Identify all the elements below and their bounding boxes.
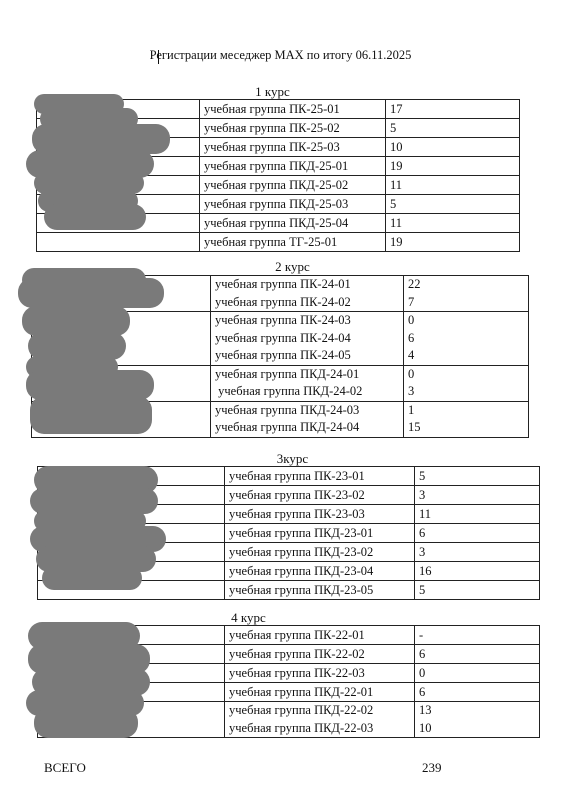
registration-count: 5 — [390, 196, 397, 211]
count-cell — [404, 365, 529, 401]
group-cell — [225, 702, 415, 738]
registration-count: 3 — [408, 384, 415, 398]
count-cell — [415, 702, 540, 738]
registration-count: 3 — [419, 544, 426, 559]
group-cell — [225, 486, 415, 505]
count-cell — [415, 626, 540, 645]
group-name: учебная группа ПК-25-01 — [204, 101, 340, 116]
registration-count: 0 — [408, 313, 415, 327]
count-cell — [404, 276, 529, 312]
group-name: учебная группа ПК-24-01 — [215, 277, 351, 291]
registration-count: 15 — [408, 420, 421, 434]
group-cell — [200, 214, 386, 233]
group-cell — [225, 524, 415, 543]
registration-count: 10 — [390, 139, 403, 154]
registration-count: 6 — [419, 684, 426, 699]
group-name: учебная группа ПК-24-03 — [215, 313, 351, 327]
count-cell — [415, 581, 540, 600]
count-cell — [404, 401, 529, 437]
group-name: учебная группа ПК-22-01 — [229, 627, 365, 642]
registration-count: 5 — [390, 120, 397, 135]
registration-count: 3 — [419, 487, 426, 502]
count-cell — [415, 683, 540, 702]
registration-count: 5 — [419, 468, 426, 483]
registration-count: - — [419, 627, 424, 642]
group-name: учебная группа ПК-23-01 — [229, 468, 365, 483]
group-name: учебная группа ПКД-25-01 — [204, 158, 349, 173]
registration-count: 4 — [408, 348, 415, 362]
group-name: учебная группа ПКД-22-01 — [229, 684, 374, 699]
group-cell — [225, 664, 415, 683]
group-name: учебная группа ПК-22-03 — [229, 665, 365, 680]
count-cell — [415, 505, 540, 524]
group-name: учебная группа ПК-23-03 — [229, 506, 365, 521]
group-cell — [200, 195, 386, 214]
count-cell — [404, 312, 529, 366]
registration-count: 7 — [408, 294, 415, 309]
redaction-mark — [34, 708, 138, 738]
registration-count: 19 — [390, 158, 403, 173]
redaction-mark — [42, 566, 142, 590]
group-name: учебная группа ПКД-23-02 — [229, 544, 374, 559]
group-cell — [211, 312, 404, 366]
course-1-heading: 1 курс — [255, 84, 290, 99]
document-title: Регистрации меседжер MAX по итогу 06.11.2025 — [149, 48, 412, 62]
registration-count: 11 — [390, 177, 403, 192]
count-cell — [386, 233, 520, 252]
count-cell — [415, 645, 540, 664]
registration-count: 16 — [419, 563, 432, 578]
group-name: учебная группа ПКД-25-02 — [204, 177, 349, 192]
registration-count: 11 — [419, 506, 432, 521]
group-cell — [225, 683, 415, 702]
group-cell — [225, 645, 415, 664]
registration-count: 0 — [419, 665, 426, 680]
group-name: учебная группа ПКД-23-04 — [229, 563, 374, 578]
group-name: учебная группа ПК-22-02 — [229, 646, 365, 661]
group-name: учебная группа ПКД-23-01 — [229, 525, 374, 540]
group-cell — [200, 100, 386, 119]
registration-count: 6 — [419, 646, 426, 661]
count-cell — [386, 195, 520, 214]
count-cell — [386, 176, 520, 195]
count-cell — [415, 543, 540, 562]
group-name: учебная группа ПК-23-02 — [229, 487, 365, 502]
redaction-mark — [44, 204, 146, 230]
count-cell — [386, 157, 520, 176]
group-name: учебная группа ПКД-24-02 — [215, 384, 363, 398]
count-cell — [415, 524, 540, 543]
registration-count: 17 — [390, 101, 403, 116]
group-cell — [225, 505, 415, 524]
registration-count: 13 — [419, 703, 432, 717]
registration-count: 1 — [408, 402, 415, 417]
group-name: учебная группа ПКД-23-05 — [229, 582, 374, 597]
group-name: учебная группа ПКД-24-01 — [215, 366, 360, 381]
group-name: учебная группа ПКД-22-03 — [229, 720, 374, 735]
redaction-mark — [18, 278, 164, 308]
registration-count: 19 — [390, 234, 403, 249]
group-name: учебная группа ПКД-22-02 — [229, 703, 374, 717]
group-name: учебная группа ПКД-24-03 — [215, 402, 360, 417]
total-value: 239 — [422, 760, 442, 775]
group-cell — [200, 119, 386, 138]
group-cell — [211, 401, 404, 437]
group-cell — [200, 157, 386, 176]
group-cell — [211, 276, 404, 312]
course-2-heading: 2 курс — [275, 259, 310, 274]
count-cell — [386, 214, 520, 233]
count-cell — [415, 562, 540, 581]
redacted-name-cell — [37, 233, 200, 252]
group-name: учебная группа ТГ-25-01 — [204, 234, 338, 249]
count-cell — [386, 119, 520, 138]
group-name: учебная группа ПКД-25-04 — [204, 215, 349, 230]
registration-count: 10 — [419, 720, 432, 735]
group-cell — [225, 626, 415, 645]
total-label: ВСЕГО — [44, 760, 86, 775]
group-cell — [225, 467, 415, 486]
count-cell — [415, 486, 540, 505]
registration-count: 6 — [408, 330, 415, 345]
group-name: учебная группа ПК-25-03 — [204, 139, 340, 154]
group-cell — [225, 581, 415, 600]
group-name: учебная группа ПКД-24-04 — [215, 420, 360, 434]
count-cell — [386, 100, 520, 119]
redaction-mark — [30, 396, 152, 434]
group-cell — [200, 176, 386, 195]
group-name: учебная группа ПК-24-05 — [215, 348, 351, 362]
group-name: учебная группа ПК-25-02 — [204, 120, 340, 135]
group-cell — [200, 138, 386, 157]
count-cell — [386, 138, 520, 157]
group-cell — [200, 233, 386, 252]
group-name: учебная группа ПКД-25-03 — [204, 196, 349, 211]
course-3-heading: 3курс — [276, 451, 309, 466]
count-cell — [415, 467, 540, 486]
group-name: учебная группа ПК-24-02 — [215, 294, 351, 309]
table-row — [37, 233, 520, 252]
course-4-heading: 4 курс — [231, 610, 266, 625]
count-cell — [415, 664, 540, 683]
group-cell — [225, 562, 415, 581]
registration-count: 11 — [390, 215, 403, 230]
registration-count: 5 — [419, 582, 426, 597]
registration-count: 6 — [419, 525, 426, 540]
registration-count: 22 — [408, 277, 421, 291]
group-name: учебная группа ПК-24-04 — [215, 330, 351, 345]
registration-count: 0 — [408, 366, 415, 381]
group-cell — [211, 365, 404, 401]
group-cell — [225, 543, 415, 562]
